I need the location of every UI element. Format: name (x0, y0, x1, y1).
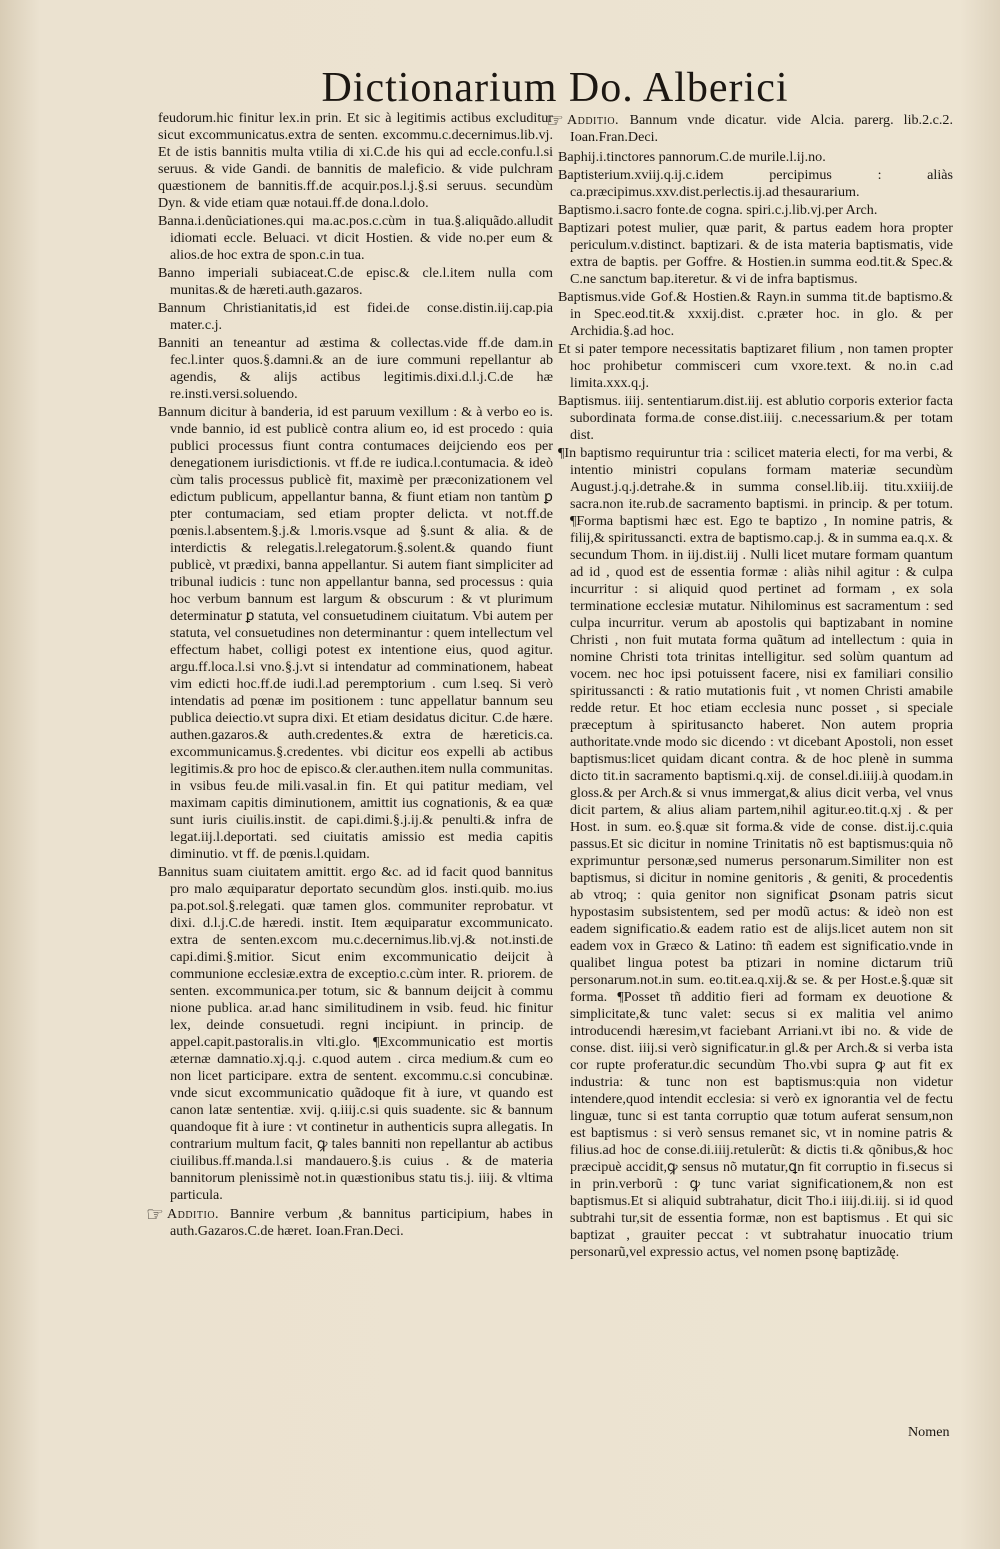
dictionary-entry: Baptismus.vide Gof.& Hostien.& Rayn.in summa tit.de baptismo.& in Spec.eod.tit.& xxxij.dist. c.præter hoc. in glo. & per Archidia.§.ad hoc. (558, 289, 953, 339)
dictionary-entry: Banno imperiali subiaceat.C.de episc.& cle.l.item nulla com munitas.& de hæreti.auth.gazaros. (158, 265, 553, 298)
addition-note (546, 110, 953, 146)
addition-label: Additio. (566, 112, 630, 128)
dictionary-entry: Baptismus. iiij. sententiarum.dist.iij. est ablutio corporis exterior facta subordinata forma.de conse.dist.iiij. c.necessarium.& per totam dist. (558, 393, 953, 443)
dictionary-entry: Bannitus suam ciuitatem amittit. ergo &c. ad id facit quod bannitus pro malo æquiparatur deportato secundùm glos. insti.quib. mo.ius pa.pot.sol.§.relegati. quæ tamen glos. communiter reprobatur. vt dixi. d.l.j.C.de hæredi. instit. Item æquiparatur excommunicato. extra de senten.excom mu.c.decernimus.lib.vj.& not.insti.de capi.dimi.§.mitior. Sicut enim excommunicatio deijcit à communione ecclesiæ.extra de exceptio.c.cùm inter. R. priorem. de senten. excommunica.per totum, sic & bannum deijcit à commu nione publica. ar.ad hanc similitudinem in vsib. feud. hic finitur lex, deinde consuetudi. regni incipiunt. in princip. de appel.capit.pastoralis.in vlti.glo. ¶Excommunicatio est mortis æternæ damnatio.xj.q.j. c.quod autem . circa medium.& cum eo non licet participare. extra de sentent. excommu.c.si concubinæ. vnde sicut excommunicatio quãdoque fit à iure, vt quando est canon latæ sententiæ. xvij. q.iiij.c.si quis suadente. sic & bannum quandoque fit à iure : vt continetur in authenticis supra allegatis. In contrarium multum facit, ꝙ tales banniti non repellantur ab actibus ciuilibus.ff.manda.l.si mandauero.§.is cuius . & de materia bannitorum plenissimè not.in quæstionibus statu tis.j. iiij. & vltima particula. (158, 864, 553, 1203)
dictionary-entry: Bannum Christianitatis,id est fidei.de conse.distin.iij.cap.pia mater.c.j. (158, 300, 553, 333)
catchword: Nomen (908, 1424, 950, 1440)
pointing-hand-icon: ☞ (546, 110, 564, 132)
dictionary-entry: ¶In baptismo requiruntur tria : scilicet materia electi, for ma verbi, & intentio ministri copulans formam materiæ secundùm August.j.q.j.detrahe.& in summa consel.lib.iij. titu.xxiiij.de sacra.non ite.rub.de sacramento baptismi. in princip. & per totum. ¶Forma baptismi hæc est. Ego te baptizo , In nomine patris, & filij,& spiritussancti. extra de baptismo.cap.j. & in summa ea.q.x. & secundum Thom. in iij.dist.iij . Nulli licet mutare formam quantum ad id , quod est de essentia formæ : aliàs nihil agitur : & culpa incurritur : si aliquid quod pertinet ad formam , ex sola terminatione ecclesiæ mutatur. Nihilominus est sacramentum : sed culpa incurritur. verum ab apostolis qui baptizabant in nomine Christi , non fuit mutata forma quãtum ad intellectum : quia in nomine Christi tota trinitas intelligitur. sed solùm quantum ad vocem. nec hoc ipsi potuissent facere, nisi ex familiari consilio spiritussancti : & ratio mutationis fuit , vt nomen Christi amabile redde retur. Et hoc etiam ecclesia nunc posset , si speciale præceptum à spiritusancto haberet. Non autem propria authoritate.vnde modo sic dicendo : vt dicebant Apostoli, non esset baptismus:licet quidam dicant contra. & de hoc plenè in summa dicto tit.in sacramento baptismi.q.xij. de consel.di.iiij.à quodam.in gloss.& per Arch.& si vnus immergat,& alius dicit verba, vel vnus dicit partem, & alius aliam partem,nihil agitur.eo.tit.q.xj . & per Host. in sum. eo.§.quæ sit forma.& vide de conse. dist.ij.c.quia passus.Et sic dicitur in nomine Trinitatis nõ est baptismus:quia nõ exprimuntur personæ,sed numerus personarum.Similiter non est baptismus, si dicitur in nomine genitoris , & geniti, & procedentis ab vtroq; : quia genitor non significat ꝑsonam patris sicut hypostasim subsistentem, sed per modũ actus: & ideò non est eadem significatio.& eadem ratio est de alijs.licet autem non sit eadem vox in Græco & Latino: tñ eadem est significatio.vnde in qualibet lingua potest ba ptizari in nomine dictarum triũ personarum.not.in sum. eo.tit.ea.q.xij.& se. & per Host.e.§.quæ sit forma. ¶Posset tñ additio fieri ad formam ex deuotione & simplicitate,& tunc valet: secus si ex malitia vel animo introducendi hæresim,vt faciebant Arriani.vt ibi no. & vide de conse. dist. iiij.si verò significatur.in gl.& per Arch.& si verba ista cor rupte proferatur.dic secundùm Tho.vbi supra ꝙ aut fit ex industria: & tunc non est baptismus:quia non videtur intendere,quod intendit ecclesia: si verò ex ignorantia vel de fectu linguæ, tunc si est tanta corruptio quæ totum auferat sensum,non est baptismus : si verò sensus remanet sic, vt in nomine patris & filius.ad hoc de conse.di.iiij.retulerũt: & dictis ti.& qõnibus,& hoc præcipuè accidit,ꝙ sensus nõ mutatur,ꝗn fit corruptio in fi.secus si in prin.verborũ : ꝙ tunc variat significationem,& non est baptismus.Et si aliquid subtrahatur, dicit Tho.i iiij.di.iij. si id quod subtrahi tur,sit de essentia formæ, non est baptismus . Et qui sic baptizat , grauiter peccat : vt subtrahatur inuocatio trium personarũ,vel expressio actus, vel nomen psonę baptizãdę. (558, 445, 953, 1260)
running-head: Dictionarium Do. Alberici (321, 65, 789, 111)
dictionary-entry: Baptismo.i.sacro fonte.de cogna. spiri.c.j.lib.vj.per Arch. (558, 202, 878, 218)
dictionary-entry: Banniti an teneantur ad æstima & collectas.vide ff.de dam.in fec.l.inter quos.§.damni.& an de iure communi repellantur ab agendis, & alijs actibus legitimis.dixi.d.l.j.C.de hæ re.insti.versi.soluendo. (158, 335, 553, 402)
dictionary-entry: Baptizari potest mulier, quæ parit, & partus eadem hora propter periculum.v.distinct. baptizari. & de ista materia baptismatis, vide extra de baptis. per Goffre. & Hostien.in summa eod.tit.& Spec.& C.ne sanctum bap.iteretur. & vi de infra baptismus. (558, 220, 953, 287)
addition-note (146, 1204, 553, 1240)
right-column (546, 110, 953, 1430)
left-column (146, 110, 553, 1430)
addition-label: Additio. (166, 1206, 230, 1222)
addition-text: Bannum vnde dicatur. vide Alcia. parerg. lib.2.c.2. Ioan.Fran.Deci. (570, 112, 953, 145)
dictionary-entry: Baphij.i.tinctores pannorum.C.de murile.l.ij.no. (558, 149, 826, 165)
pointing-hand-icon: ☞ (146, 1204, 164, 1226)
addition-text: Bannire verbum ,& bannitus participium, habes in auth.Gazaros.C.de hæret. Ioan.Fran.Deci. (170, 1206, 553, 1239)
dictionary-entry: Et si pater tempore necessitatis baptizaret filium , non tamen propter hoc prohibetur commisceri cum vxore.text. & no.in c.ad limita.xxx.q.j. (558, 341, 953, 391)
dictionary-entry: feudorum.hic finitur lex.in prin. Et sic à legitimis actibus excluditur sicut excommunicatus.extra de senten. excommu.c.decernimus.lib.vj. Et de istis bannitis multa vtilia di xi.C.de his qui ad eccle.confu.l.si seruus. & vide Gandi. de bannitis de maleficio. & vide pulchram quæstionem de bannitis.ff.de acquir.pos.l.j.§.si seruus. secundùm Dyn. & vide etiam quæ notaui.ff.de dona.l.dolo. (158, 110, 553, 211)
dictionary-entry: Baptisterium.xviij.q.ij.c.idem percipimus : aliàs ca.præcipimus.xxv.dist.perlectis.ij.ad thesaurarium. (558, 167, 953, 200)
dictionary-entry: Banna.i.denũciationes.qui ma.ac.pos.c.cùm in tua.§.aliquãdo.alludit idiomati eccle. Beluaci. vt dicit Hostien. & vide no.per eum & alios.de hoc extra de spon.c.in tua. (158, 213, 553, 263)
dictionary-entry: Bannum dicitur à banderia, id est paruum vexillum : & à verbo eo is. vnde bannio, id est publicè contra alium eo, id est procedo : quia publici processus fiunt contra contumaces deijciendo eos per denegationem iurisdictionis. vt ff.de re iudica.l.contumacia. & ideò cùm talis processus publicè fit, maximè per præconizationem vel edictum publicum, appellantur banna, & fiunt etiam non tantùm ꝑ pter contumaciam, sed etiam propter delicta. vt not.ff.de pœnis.l.absentem.§.j.& l.moris.vsque ad §.sunt & alia. & de interdictis & relegatis.l.relegatorum.§.solent.& quando fiunt publicè, vt prædixi, banna appellantur. Si autem fiant simpliciter ad tribunal iudicis : tunc non appellantur banna, sed processus : quia hoc verbum bannum est largum & obscurum : & vt plurimum determinatur ꝑ statuta, vel consuetudinem ciuitatum. Vbi autem per statuta, vel consuetudines non determinantur : quem intellectum vel effectum habet, colligi potest ex intentione eius, quod agitur. argu.ff.loca.l.si vno.§.j.vt si intendatur ad comminationem, habeat vim edicti hoc.ff.de iudi.l.ad peremptorium . cum l.seq. Si verò intendatis ad pœnæ im positionem : tunc appellatur bannum seu publica deiectio.vt supra dixi. Et etiam desidatus dicitur. C.de hære. authen.gazaros.& auth.credentes.& extra de hæreticis.ca. excommunicamus.§.credentes. vbi dicitur eos expelli ab actibus legitimis.& pro hoc de episco.& cler.authen.item nulla communitas. in vsibus feu.de mili.vasal.in fin. Et qui patitur mediam, vel maximam capitis diminutionem, amittit ius cognationis, & ea quæ sunt iuris ciuilis.instit. de capi.dimi.§.j.ij.& penulti.& infra de legat.iij.l.deportati. sed ciuitatis amissio est media capitis diminutio. vt ff. de pœnis.l.quidam. (158, 404, 553, 862)
